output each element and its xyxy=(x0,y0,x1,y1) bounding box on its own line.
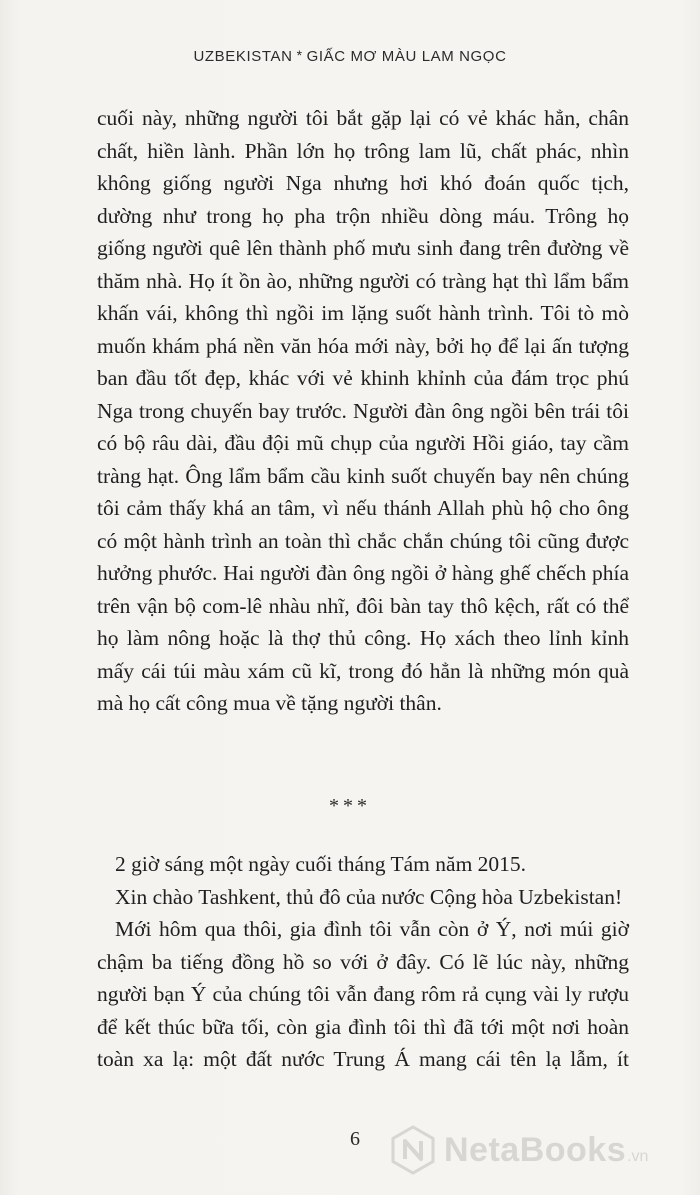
watermark-brand: NetaBooks xyxy=(444,1130,627,1169)
watermark xyxy=(388,1120,688,1180)
text-line: để kết thúc bữa tối, còn gia đình tôi thì đã tới một nơi hoàn xyxy=(97,1014,629,1039)
text-line: tràng hạt. Ông lẩm bẩm cầu kinh suốt chuyến bay nên chúng xyxy=(97,463,629,488)
text-line: hưởng phước. Hai người đàn ông ngồi ở hàng ghế chếch phía xyxy=(97,561,629,585)
text-line: chậm ba tiếng đồng hồ so với ở đây. Có lẽ lúc này, những xyxy=(97,949,629,974)
header-separator: * xyxy=(296,47,303,63)
text-line: ban đầu tốt đẹp, khác với vẻ khinh khỉnh của đám trọc phú xyxy=(97,366,629,390)
text-line: tôi cảm thấy khá an tâm, vì nếu thánh Allah phù hộ cho ông xyxy=(97,496,629,520)
text-line: chất, hiền lành. Phần lớn họ trông lam lũ, chất phác, nhìn xyxy=(97,138,629,163)
section-break: *** xyxy=(329,795,371,817)
text-line: muốn khám phá nền văn hóa mới này, bởi họ để lại ấn tượng xyxy=(97,333,629,358)
text-line: trên vận bộ com-lê nhàu nhĩ, đôi bàn tay thô kệch, rất có thể xyxy=(97,593,629,618)
text-line: mà họ cất công mua về tặng người thân. xyxy=(97,691,442,715)
page-number: 6 xyxy=(350,1128,360,1150)
text-line: Mới hôm qua thôi, gia đình tôi vẫn còn ở Ý, nơi múi giờ xyxy=(115,917,629,941)
text-line: 2 giờ sáng một ngày cuối tháng Tám năm 2015. xyxy=(115,852,527,876)
n-logo-icon xyxy=(388,1125,438,1175)
watermark-suffix: .vn xyxy=(627,1148,649,1165)
running-header xyxy=(0,48,700,65)
text-line: mấy cái túi màu xám cũ kĩ, trong đó hẳn là những món quà xyxy=(97,658,629,683)
text-line: thăm nhà. Họ ít ồn ào, những người có tràng hạt thì lẩm bẩm xyxy=(97,268,629,293)
paragraph-2 xyxy=(97,848,629,1076)
text-line: có bộ râu dài, đầu đội mũ chụp của người Hồi giáo, tay cầm xyxy=(97,431,629,455)
header-book-title: GIẤC MƠ MÀU LAM NGỌC xyxy=(306,48,507,65)
text-line: dường như trong họ pha trộn nhiều dòng máu. Trông họ xyxy=(97,203,629,228)
text-line: Xin chào Tashkent, thủ đô của nước Cộng hòa Uzbekistan! xyxy=(115,884,623,909)
text-line: toàn xa lạ: một đất nước Trung Á mang cái tên lạ lẫm, ít xyxy=(97,1047,629,1071)
text-line: họ làm nông hoặc là thợ thủ công. Họ xách theo lỉnh kỉnh xyxy=(97,626,629,650)
text-line: cuối này, những người tôi bắt gặp lại có vẻ khác hẳn, chân xyxy=(97,106,629,130)
text-line: người bạn Ý của chúng tôi vẫn đang rôm rả cụng vài ly rượu xyxy=(97,982,629,1006)
text-line: Nga trong chuyến bay trước. Người đàn ông ngồi bên trái tôi xyxy=(97,398,629,423)
text-line: giống người quê lên thành phố mưu sinh đang trên đường về xyxy=(97,236,629,260)
header-country: UZBEKISTAN xyxy=(193,48,293,65)
text-line: không giống người Nga nhưng hơi khó đoán quốc tịch, xyxy=(97,171,629,195)
text-line: có một hành trình an toàn thì chắc chắn chúng tôi cũng được xyxy=(97,528,629,553)
paragraph-1 xyxy=(97,102,629,720)
text-line: khấn vái, không thì ngồi im lặng suốt hành trình. Tôi tò mò xyxy=(97,301,629,325)
